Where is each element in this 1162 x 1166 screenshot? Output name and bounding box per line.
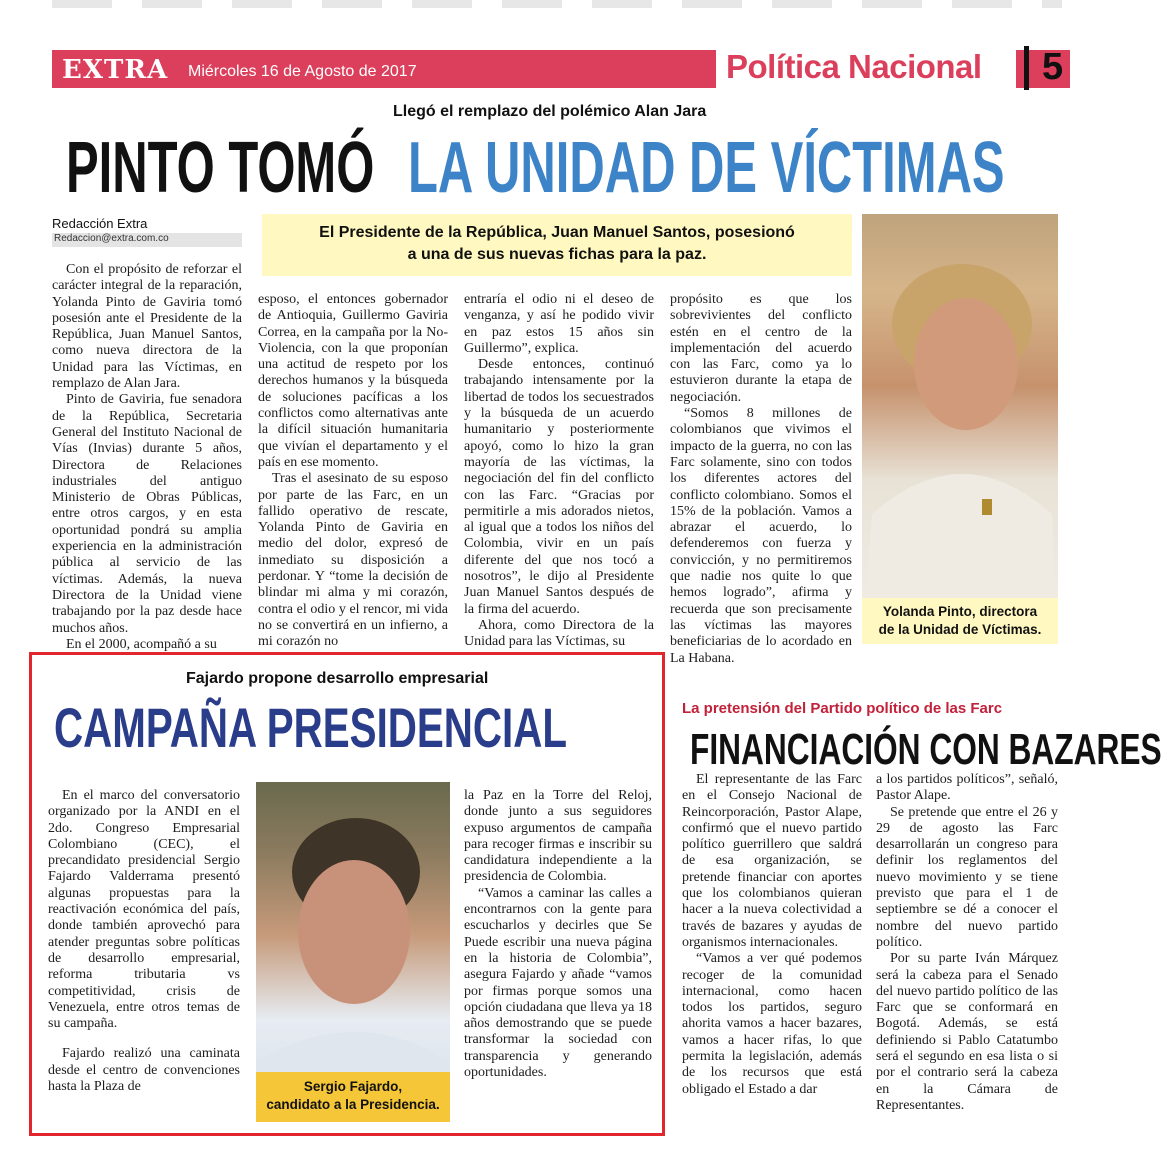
page-number: 5 xyxy=(1042,46,1064,88)
portrait-illustration xyxy=(256,782,450,1122)
article1-deck xyxy=(262,214,852,276)
paragraph: Desde entonces, continuó trabajando intensamente por la libertad de todos los secuestrados y la búsqueda de un acuerdo humanitario y posteriormente apoyó, como lo hizo la gran mayoría de las víctimas, la negociación del fin del conflicto con las Farc. “Gracias por permitirle a mis adorados nietos, al igual que a todos los niños del Colombia, vivir en un país diferente del que nos tocó a nosotros”, le dijo al Presidente Juan Manuel Santos después de la firma del acuerdo. xyxy=(464,357,654,617)
top-edge-strip xyxy=(52,0,1062,8)
yolanda-photo-caption xyxy=(862,598,1058,644)
article1-headline-part2: LA UNIDAD DE VÍCTIMAS xyxy=(408,128,1005,208)
article1-column-2 xyxy=(258,292,448,650)
article3-column-1 xyxy=(682,772,862,1144)
paragraph: El representante de las Farc en el Consejo Nacional de Reincorporación, Pastor Alape, confirmó que el nuevo partido político guerrillero que saldrá de esa organización, se pretende financiar con aportes que los colombianos quieran hacer a la nueva colectividad a través de bazares y ayudas de organismos internacionales. xyxy=(682,772,862,950)
article1-email[interactable]: Redaccion@extra.com.co xyxy=(52,233,242,247)
paragraph: En el marco del conversatorio organizado por la ANDI en el 2do. Congreso Empresarial Colombiano (CEC), el precandidato presidencial Sergio Fajardo Valderrama presentó algunas propuestas para la reactivación económica del país, donde también aprovechó para atender preguntas sobre políticas de desarrollo empresarial, reforma tributaria vs competitividad, crisis de Venezuela, entre otros temas de su campaña. xyxy=(48,788,240,1032)
article2-kicker: Fajardo propone desarrollo empresarial xyxy=(186,670,489,687)
paragraph: En el 2000, acompañó a su xyxy=(66,636,217,652)
paragraph: “Somos 8 millones de colombianos que vivimos el impacto de la guerra, no con las Farc solamente, sino con todos los diferentes actores del conflicto colombiano. Somos el 15% de la población. Vamos a abrazar el acuerdo, lo defenderemos con fuerza y convicción, y no permitiremos que nadie nos quite lo que hemos logrado”, afirma y recuerda que son precisamente las víctimas las mayores beneficiarias de lo acordado en La Habana. xyxy=(670,406,852,666)
caption-line1: Yolanda Pinto, directora xyxy=(882,604,1038,619)
paragraph: Pinto de Gaviria, fue senadora de la República, Secretaria General del Instituto Nacional de Vías (Invias) durante 5 años, Directora de Relaciones industriales del antiguo Ministerio de Obras Públicas, entre otros cargos, y en esta oportunidad pondrá su amplia experiencia en la administración pública al servicio de las víctimas. Además, la nueva Directora de la Unidad viene trabajando por la paz desde hace muchos años. xyxy=(52,392,242,636)
sergio-fajardo-photo xyxy=(256,782,450,1122)
newspaper-logo: EXTRA xyxy=(62,55,169,85)
article1-column-1 xyxy=(52,262,242,652)
section-title: Política Nacional xyxy=(726,48,982,85)
caption-line2: candidato a la Presidencia. xyxy=(266,1097,440,1112)
paragraph: Fajardo realizó una caminata desde el centro de convenciones hasta la Plaza de xyxy=(48,1046,240,1095)
article2-column-1 xyxy=(48,788,240,1122)
page-number-divider xyxy=(1024,46,1029,90)
paragraph: a los partidos políticos”, señaló, Pastor Alape. xyxy=(876,772,1058,804)
paragraph: Por su parte Iván Márquez será la cabeza para el Senado del nuevo partido político de las Farc que se conformará en Bogotá. Además, se está definiendo si Pablo Catatumbo será el segundo en esa lista o si por el contrario será la cabeza en la Cámara de Representantes. xyxy=(876,951,1058,1113)
article1-kicker: Llegó el remplazo del polémico Alan Jara xyxy=(393,103,707,120)
paragraph: entraría el odio ni el deseo de venganza, y así he podido vivir en paz estos 15 años sin Guillermo”, explica. xyxy=(464,292,654,356)
portrait-illustration xyxy=(862,214,1058,644)
article2-column-2 xyxy=(464,788,652,1122)
paragraph: propósito es que los sobrevivientes del conflicto estén en el centro de la implementación del acuerdo con las Farc, como ya lo estuvieron durante la etapa de negociación. xyxy=(670,292,852,405)
article1-headline-part1: PINTO TOMÓ xyxy=(66,128,375,208)
article2-headline: CAMPAÑA PRESIDENCIAL xyxy=(54,696,567,759)
paragraph: Tras el asesinato de su esposo por parte de las Farc, en un fallido operativo de rescate, Yolanda Pinto de Gaviria en medio del dolor, expresó de inmediato su disposición a perdonar. Y “tome la decisión de blindar mi alma y mi corazón, contra el odio y el rencor, mi vida no se convertirá en un infierno, a mi corazón no xyxy=(258,471,448,650)
paragraph: Con el propósito de reforzar el carácter integral de la reparación, Yolanda Pinto de Gaviria tomó posesión ante el Presidente de la República, Juan Manuel Santos, como nueva directora de la Unidad para las Víctimas, en remplazo de Alan Jara. xyxy=(52,262,242,392)
paragraph: Ahora, como Directora de la Unidad para las Víctimas, su xyxy=(464,617,654,650)
paragraph: “Vamos a caminar las calles a encontrarnos con la gente para escucharlos y decirles que Se Puede escribir una nueva página en la historia de Colombia”, asegura Fajardo y añade “vamos por firmas porque somos una opción ciudadana que lleva ya 18 años demostrando que se puede transformar la sociedad con transparencia y generando oportunidades. xyxy=(464,885,652,1081)
paragraph: “Vamos a ver qué podemos recoger de la comunidad internacional, como hacen todos los partidos, seguro ahorita vamos a hacer bazares, vamos a hacer rifas, lo que permita la legislación, además de los recursos que está obligado el Estado a dar xyxy=(682,951,862,1097)
caption-line1: Sergio Fajardo, xyxy=(303,1079,403,1094)
paragraph: Se pretende que entre el 26 y 29 de agosto las Farc desarrollarán un congreso para definir los reglamentos del nuevo movimiento y se tiene previsto que para el 1 de septiembre se dé a conocer el nombre del nuevo partido político. xyxy=(876,804,1058,950)
article3-headline: FINANCIACIÓN CON BAZARES xyxy=(690,725,1162,774)
article1-column-3 xyxy=(464,292,654,650)
paragraph: esposo, el entonces gobernador de Antioquia, Guillermo Gaviria Correa, en la campaña por la No-Violencia, con la que proponían una actitud de respeto por los derechos humanos y la búsqueda de soluciones pacíficas a los conflictos como alternativas ante la difícil situación humanitaria que vivían el departamento y el país en ese momento. xyxy=(258,292,448,470)
caption-line2: de la Unidad de Víctimas. xyxy=(878,622,1042,637)
fajardo-photo-caption xyxy=(256,1072,450,1122)
article1-deck-line2: a una de sus nuevas fichas para la paz. xyxy=(407,246,707,263)
article3-kicker: La pretensión del Partido político de las Farc xyxy=(682,700,1003,717)
article1-byline: Redacción Extra xyxy=(52,216,148,231)
paragraph: la Paz en la Torre del Reloj, donde junto a sus seguidores expuso argumentos de campaña para recoger firmas e inscribir su candidatura independiente a la presidencia de Colombia. xyxy=(464,788,652,885)
yolanda-pinto-photo xyxy=(862,214,1058,644)
article3-column-2 xyxy=(876,772,1058,1144)
issue-date: Miércoles 16 de Agosto de 2017 xyxy=(188,63,417,80)
article1-deck-line1: El Presidente de la República, Juan Manuel Santos, posesionó xyxy=(319,224,795,241)
article1-column-4 xyxy=(670,292,852,666)
